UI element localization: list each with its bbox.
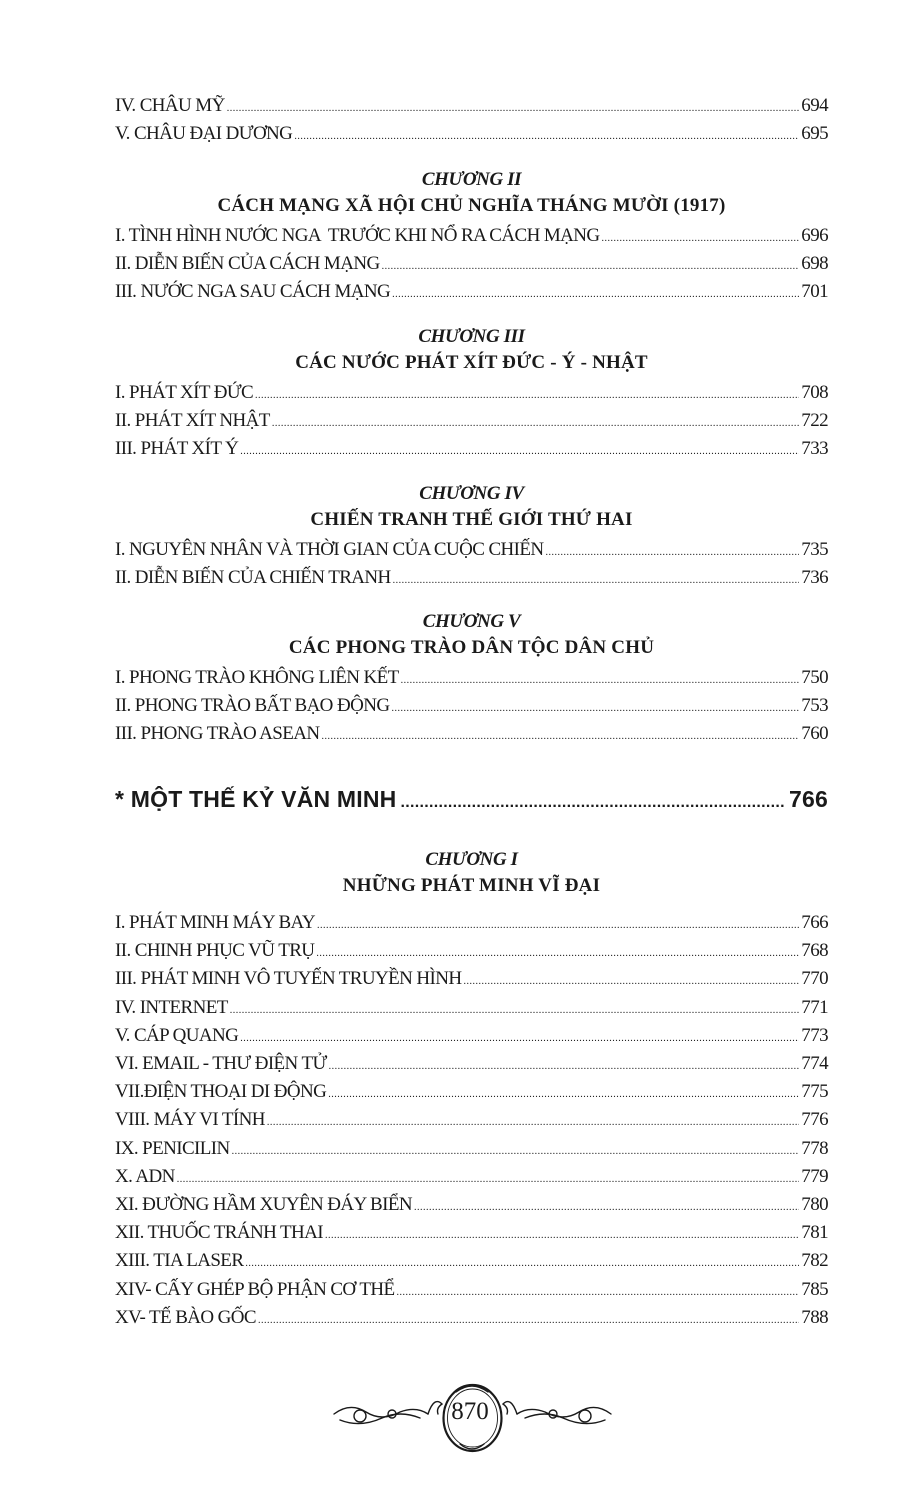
toc-entry[interactable] — [115, 567, 828, 593]
dot-leader — [393, 575, 800, 586]
part-page: 766 — [789, 786, 828, 812]
dot-leader — [317, 920, 799, 931]
dot-leader — [294, 131, 799, 142]
dot-leader — [240, 446, 799, 457]
toc-entry[interactable] — [115, 225, 828, 251]
toc-entry-page: 785 — [801, 1278, 828, 1300]
dot-leader — [602, 233, 800, 244]
chapter-heading: CHƯƠNG IV — [419, 483, 524, 504]
part-entry[interactable] — [115, 786, 828, 820]
chapter-heading: CHƯƠNG I — [425, 849, 518, 870]
dot-leader — [401, 675, 800, 686]
toc-entry[interactable] — [115, 912, 828, 938]
toc-entry-label: IX. PENICILIN — [115, 1137, 230, 1159]
toc-entry-label: XV- TẾ BÀO GỐC — [115, 1306, 256, 1328]
toc-entry-page: 779 — [801, 1165, 828, 1187]
dot-leader — [227, 103, 800, 114]
toc-entry-page: 750 — [801, 667, 828, 688]
toc-entry-page: 722 — [801, 410, 828, 431]
toc-entry[interactable] — [115, 1053, 828, 1079]
dot-leader — [414, 1202, 799, 1213]
chapter-title: CHIẾN TRANH THẾ GIỚI THỨ HAI — [310, 509, 633, 530]
toc-entry-label: XI. ĐƯỜNG HẦM XUYÊN ĐÁY BIỂN — [115, 1194, 412, 1215]
toc-entry-page: 766 — [801, 912, 828, 933]
toc-entry-page: 736 — [801, 567, 828, 588]
chapter-title: CÁC NƯỚC PHÁT XÍT ĐỨC - Ý - NHẬT — [295, 352, 648, 373]
dot-leader — [267, 1117, 799, 1128]
toc-entry-page: 774 — [801, 1053, 828, 1074]
toc-entry-page: 695 — [801, 123, 828, 144]
chapter-title: NHỮNG PHÁT MINH VĨ ĐẠI — [342, 875, 601, 896]
toc-entry[interactable] — [115, 1109, 828, 1135]
toc-entry-label: XII. THUỐC TRÁNH THAI — [115, 1222, 324, 1244]
dot-leader — [272, 418, 799, 429]
dot-leader — [464, 976, 800, 987]
toc-entry-label: IV. INTERNET — [115, 996, 228, 1018]
chapter-title: CÁC PHONG TRÀO DÂN TỘC DÂN CHỦ — [288, 637, 655, 658]
chapter-heading: CHƯƠNG III — [418, 326, 525, 347]
chapter-title: CÁCH MẠNG XÃ HỘI CHỦ NGHĨA THÁNG MƯỜI (1917) — [217, 195, 726, 216]
chapter-heading: CHƯƠNG V — [422, 611, 521, 632]
toc-entry-label: II. DIỄN BIẾN CỦA CÁCH MẠNG — [115, 253, 380, 274]
dot-leader — [546, 547, 800, 558]
toc-entry-label: VIII. MÁY VI TÍNH — [115, 1109, 265, 1131]
toc-entry-page: 773 — [801, 1024, 828, 1046]
toc-entry[interactable] — [115, 1166, 828, 1192]
toc-entry-page: 753 — [801, 695, 828, 716]
dot-leader — [230, 1005, 800, 1016]
toc-entry-page: 698 — [801, 253, 828, 274]
toc-entry[interactable] — [115, 1194, 828, 1220]
toc-entry-page: 776 — [801, 1109, 828, 1131]
toc-entry-label: III. PHÁT MINH VÔ TUYẾN TRUYỀN HÌNH — [115, 968, 462, 990]
toc-entry-label: XIV- CẤY GHÉP BỘ PHẬN CƠ THỂ — [115, 1278, 395, 1300]
toc-entry-label: III. PHÁT XÍT Ý — [115, 438, 239, 459]
dot-leader — [328, 1089, 799, 1100]
toc-entry-page: 733 — [801, 438, 828, 459]
dot-leader — [392, 289, 799, 300]
toc-entry-label: I. TÌNH HÌNH NƯỚC NGA TRƯỚC KHI NỔ RA CÁCH MẠNG — [115, 225, 600, 246]
toc-entry-page: 701 — [801, 281, 828, 302]
toc-entry-page: 735 — [801, 539, 828, 560]
toc-entry[interactable] — [115, 968, 828, 994]
dot-leader — [177, 1174, 800, 1185]
toc-entry[interactable] — [115, 95, 828, 121]
toc-entry-label: II. CHINH PHỤC VŨ TRỤ — [115, 940, 315, 962]
toc-entry-page: 780 — [801, 1194, 828, 1215]
toc-entry-label: II. DIỄN BIẾN CỦA CHIẾN TRANH — [115, 567, 391, 588]
toc-entry[interactable] — [115, 667, 828, 693]
toc-entry-label: VII.ĐIỆN THOẠI DI ĐỘNG — [115, 1081, 327, 1103]
toc-entry-page: 696 — [801, 225, 828, 246]
dot-leader — [382, 261, 800, 272]
toc-entry[interactable] — [115, 997, 828, 1023]
page-number: 870 — [451, 1398, 489, 1425]
toc-entry-label: III. PHONG TRÀO ASEAN — [115, 723, 320, 744]
dot-leader — [396, 1287, 799, 1298]
toc-entry-page: 778 — [801, 1137, 828, 1159]
toc-entry-label: V. CHÂU ĐẠI DƯƠNG — [115, 123, 293, 144]
dot-leader — [232, 1146, 800, 1157]
toc-entry-page: 694 — [801, 95, 828, 116]
toc-entry-label: V. CÁP QUANG — [115, 1024, 239, 1046]
toc-entry-page: 708 — [801, 382, 828, 403]
toc-entry[interactable] — [115, 123, 828, 149]
toc-entry[interactable] — [115, 1250, 828, 1276]
toc-entry-page: 788 — [801, 1306, 828, 1328]
toc-entry[interactable] — [115, 281, 828, 307]
dot-leader — [391, 703, 799, 714]
toc-entry-page: 771 — [801, 996, 828, 1018]
toc-entry-label: I. PHONG TRÀO KHÔNG LIÊN KẾT — [115, 667, 399, 688]
toc-entry[interactable] — [115, 695, 828, 721]
dot-leader — [240, 1033, 799, 1044]
toc-entry[interactable] — [115, 539, 828, 565]
toc-entry-page: 782 — [801, 1250, 828, 1272]
toc-entry-page: 760 — [801, 723, 828, 744]
toc-entry-page: 768 — [801, 940, 828, 962]
dot-leader — [329, 1061, 800, 1072]
toc-entry-label: X. ADN — [115, 1165, 175, 1187]
toc-entry[interactable] — [115, 382, 828, 408]
toc-entry[interactable] — [115, 1081, 828, 1107]
dot-leader — [316, 948, 799, 959]
dot-leader — [258, 1315, 799, 1326]
dot-leader — [322, 731, 800, 742]
toc-entry[interactable] — [115, 1279, 828, 1305]
toc-entry-label: III. NƯỚC NGA SAU CÁCH MẠNG — [115, 281, 391, 302]
part-label: * MỘT THẾ KỶ VĂN MINH — [115, 786, 397, 812]
dot-leader — [325, 1230, 799, 1241]
dot-leader — [400, 794, 785, 812]
toc-entry-label: I. NGUYÊN NHÂN VÀ THỜI GIAN CỦA CUỘC CHIẾN — [115, 539, 544, 560]
toc-entry-page: 775 — [801, 1081, 828, 1103]
toc-entry[interactable] — [115, 1025, 828, 1051]
toc-entry-label: VI. EMAIL - THƯ ĐIỆN TỬ — [115, 1053, 327, 1074]
toc-entry[interactable] — [115, 1222, 828, 1248]
toc-entry[interactable] — [115, 438, 828, 464]
toc-entry[interactable] — [115, 940, 828, 966]
toc-entry-label: II. PHONG TRÀO BẤT BẠO ĐỘNG — [115, 695, 390, 716]
toc-entry-label: II. PHÁT XÍT NHẬT — [115, 410, 270, 431]
toc-entry-page: 770 — [801, 968, 828, 990]
toc-entry[interactable] — [115, 253, 828, 279]
toc-entry-label: IV. CHÂU MỸ — [115, 95, 225, 116]
chapter-heading: CHƯƠNG II — [421, 169, 522, 190]
toc-entry-page: 781 — [801, 1222, 828, 1244]
toc-entry[interactable] — [115, 410, 828, 436]
toc-entry-label: I. PHÁT MINH MÁY BAY — [115, 912, 316, 933]
toc-entry[interactable] — [115, 1138, 828, 1164]
toc-entry[interactable] — [115, 1307, 828, 1333]
dot-leader — [255, 390, 799, 401]
toc-entry[interactable] — [115, 723, 828, 749]
toc-entry-label: I. PHÁT XÍT ĐỨC — [115, 382, 254, 403]
toc-entry-label: XIII. TIA LASER — [115, 1250, 244, 1272]
dot-leader — [245, 1258, 799, 1269]
